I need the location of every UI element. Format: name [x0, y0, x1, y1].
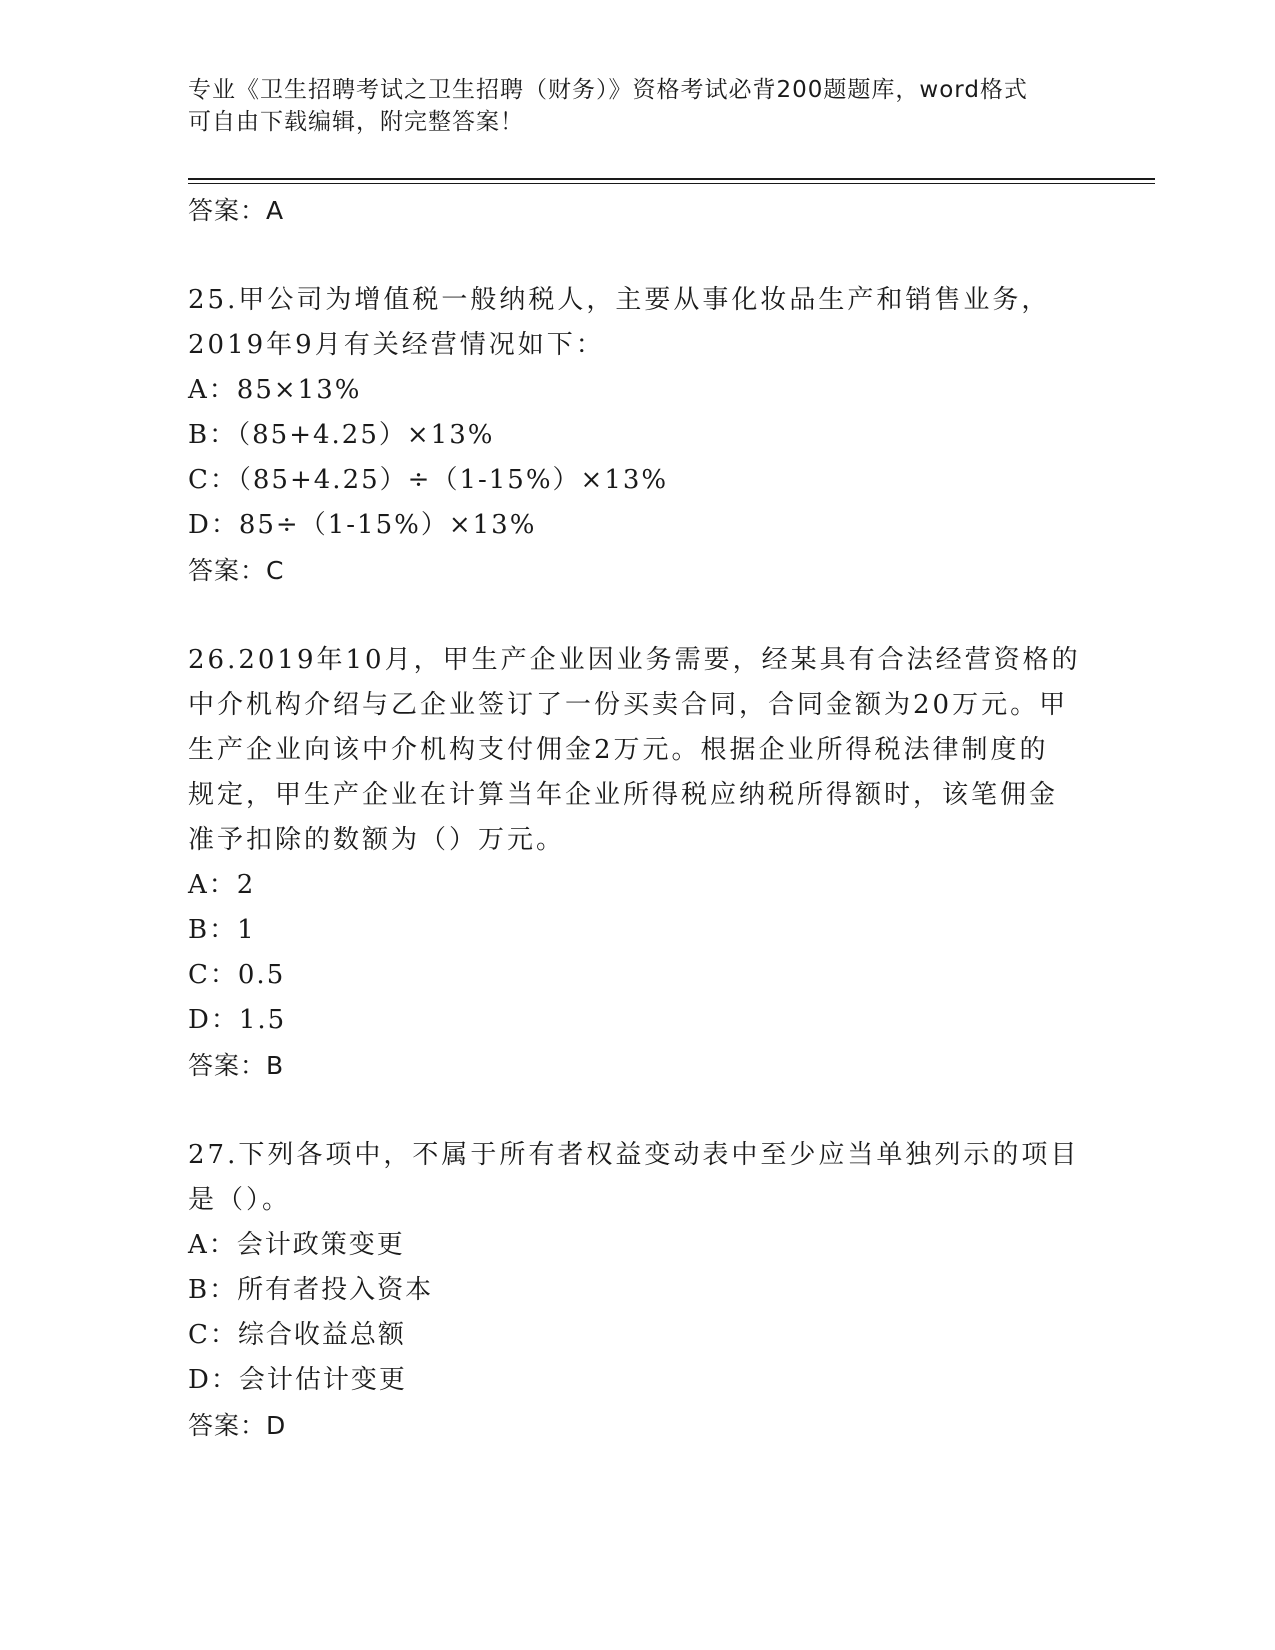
previous-answer: 答案：A: [188, 196, 285, 225]
option-d: D：1.5: [188, 1005, 287, 1035]
question-text-line: 生产企业向该中介机构支付佣金2万元。根据企业所得税法律制度的: [188, 735, 1049, 765]
question-text-line: 25.甲公司为增值税一般纳税人，主要从事化妆品生产和销售业务，: [188, 285, 1051, 315]
answer: 答案：C: [188, 556, 285, 585]
option-d: D：会计估计变更: [188, 1365, 407, 1395]
header-line-2: 可自由下载编辑，附完整答案！: [188, 109, 524, 135]
option-b: B：（85+4.25）×13%: [188, 420, 495, 450]
spacer: [188, 1088, 1088, 1133]
option-c: C：综合收益总额: [188, 1320, 406, 1350]
header-divider-thick: [188, 178, 1155, 180]
question-text-line: 2019年9月有关经营情况如下：: [188, 330, 605, 360]
question-text-line: 准予扣除的数额为（）万元。: [188, 825, 566, 855]
question-25: [188, 278, 1088, 593]
document-header: [188, 74, 1068, 138]
question-27: [188, 1133, 1088, 1448]
option-b: B：1: [188, 915, 256, 945]
option-c: C：（85+4.25）÷（1-15%）×13%: [188, 465, 669, 495]
question-text-line: 是（）。: [188, 1185, 292, 1215]
header-divider-thin: [188, 183, 1155, 184]
answer: 答案：B: [188, 1051, 285, 1080]
answer: 答案：D: [188, 1411, 287, 1440]
question-list: [188, 188, 1088, 1448]
option-a: A：85×13%: [188, 375, 362, 405]
question-text-line: 规定，甲生产企业在计算当年企业所得税应纳税所得额时，该笔佣金: [188, 780, 1059, 810]
option-a: A：2: [188, 870, 256, 900]
option-c: C：0.5: [188, 960, 286, 990]
spacer: [188, 233, 1088, 278]
option-b: B：所有者投入资本: [188, 1275, 434, 1305]
spacer: [188, 593, 1088, 638]
question-text-line: 26.2019年10月，甲生产企业因业务需要，经某具有合法经营资格的: [188, 645, 1081, 675]
question-text-line: 中介机构介绍与乙企业签订了一份买卖合同，合同金额为20万元。甲: [188, 690, 1069, 720]
header-line-1: 专业《卫生招聘考试之卫生招聘（财务）》资格考试必背200题题库，word格式: [188, 77, 1028, 103]
option-d: D：85÷（1-15%）×13%: [188, 510, 537, 540]
question-26: [188, 638, 1088, 1088]
question-text-line: 27.下列各项中，不属于所有者权益变动表中至少应当单独列示的项目: [188, 1140, 1080, 1170]
option-a: A：会计政策变更: [188, 1230, 405, 1260]
